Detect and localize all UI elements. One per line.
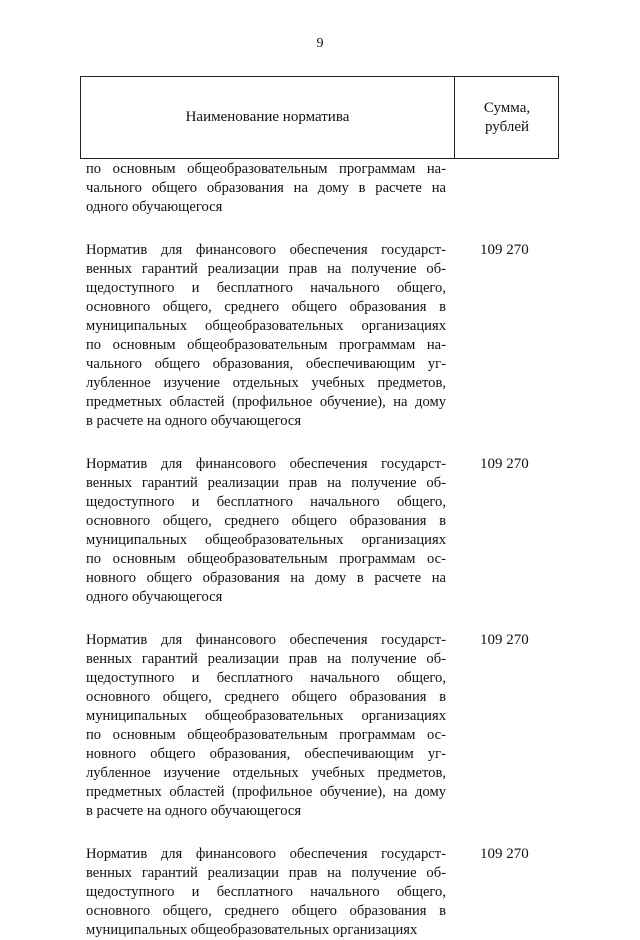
table-row <box>86 845 560 940</box>
text-line: по основным общеобразовательным программам на- <box>86 337 446 353</box>
text-line: предметных областей (профильное обучение), на дому <box>86 784 446 800</box>
text-line: лубленное изучение отдельных учебных предметов, <box>86 375 446 391</box>
text-line: по основным общеобразовательным программам ос- <box>86 727 446 743</box>
text-line: венных гарантий реализации прав на получение об- <box>86 261 446 277</box>
normative-description <box>86 845 446 940</box>
column-header-sum <box>455 77 559 158</box>
normative-description <box>86 241 446 431</box>
text-line: муниципальных общеобразовательных организациях <box>86 708 446 724</box>
text-line: новного общего образования на дому в расчете на <box>86 570 446 586</box>
sum-header-line1: Сумма, <box>483 99 531 116</box>
text-line: основного общего, среднего общего образования в <box>86 513 446 529</box>
text-line: в расчете на одного обучающегося <box>86 803 302 819</box>
text-line: Норматив для финансового обеспечения государст- <box>86 242 446 258</box>
text-line: основного общего, среднего общего образования в <box>86 689 446 705</box>
amount-value: 109 270 <box>480 242 529 258</box>
text-line: по основным общеобразовательным программам ос- <box>86 551 446 567</box>
table-row <box>86 455 560 607</box>
text-line: щедоступного и бесплатного начального общего, <box>86 884 446 900</box>
amount-value: 109 270 <box>480 632 529 648</box>
column-header-name: Наименование норматива <box>185 109 350 125</box>
text-line: чального общего образования, обеспечивающим уг- <box>86 356 446 372</box>
text-line: одного обучающегося <box>86 589 223 605</box>
text-line: щедоступного и бесплатного начального общего, <box>86 280 446 296</box>
text-line: щедоступного и бесплатного начального общего, <box>86 670 446 686</box>
normative-description <box>86 160 446 217</box>
text-line: муниципальных общеобразовательных организациях <box>86 532 446 548</box>
table-header <box>80 76 559 159</box>
text-line: новного общего образования, обеспечивающим уг- <box>86 746 446 762</box>
text-line: Норматив для финансового обеспечения государст- <box>86 846 446 862</box>
text-line: лубленное изучение отдельных учебных предметов, <box>86 765 446 781</box>
text-line: венных гарантий реализации прав на получение об- <box>86 865 446 881</box>
text-line: одного обучающегося <box>86 199 223 215</box>
table-row <box>86 241 560 431</box>
text-line: по основным общеобразовательным программам на- <box>86 161 446 177</box>
table-row <box>86 631 560 821</box>
text-line: в расчете на одного обучающегося <box>86 413 302 429</box>
text-line: чального общего образования на дому в расчете на <box>86 180 446 196</box>
page-number: 9 <box>316 36 324 51</box>
sum-header-line2: рублей <box>484 118 530 135</box>
normative-description <box>86 455 446 607</box>
text-line: основного общего, среднего общего образования в <box>86 903 446 919</box>
text-line: муниципальных общеобразовательных организациях <box>86 318 446 334</box>
text-line: Норматив для финансового обеспечения государст- <box>86 632 446 648</box>
text-line: Норматив для финансового обеспечения государст- <box>86 456 446 472</box>
text-line: венных гарантий реализации прав на получение об- <box>86 475 446 491</box>
text-line: основного общего, среднего общего образования в <box>86 299 446 315</box>
normative-description <box>86 631 446 821</box>
table-body <box>86 160 560 940</box>
amount-value: 109 270 <box>480 456 529 472</box>
text-line: щедоступного и бесплатного начального общего, <box>86 494 446 510</box>
table-row <box>86 160 560 217</box>
amount-value: 109 270 <box>480 846 529 862</box>
text-line: муниципальных общеобразовательных организациях <box>86 922 418 938</box>
text-line: венных гарантий реализации прав на получение об- <box>86 651 446 667</box>
text-line: предметных областей (профильное обучение), на дому <box>86 394 446 410</box>
